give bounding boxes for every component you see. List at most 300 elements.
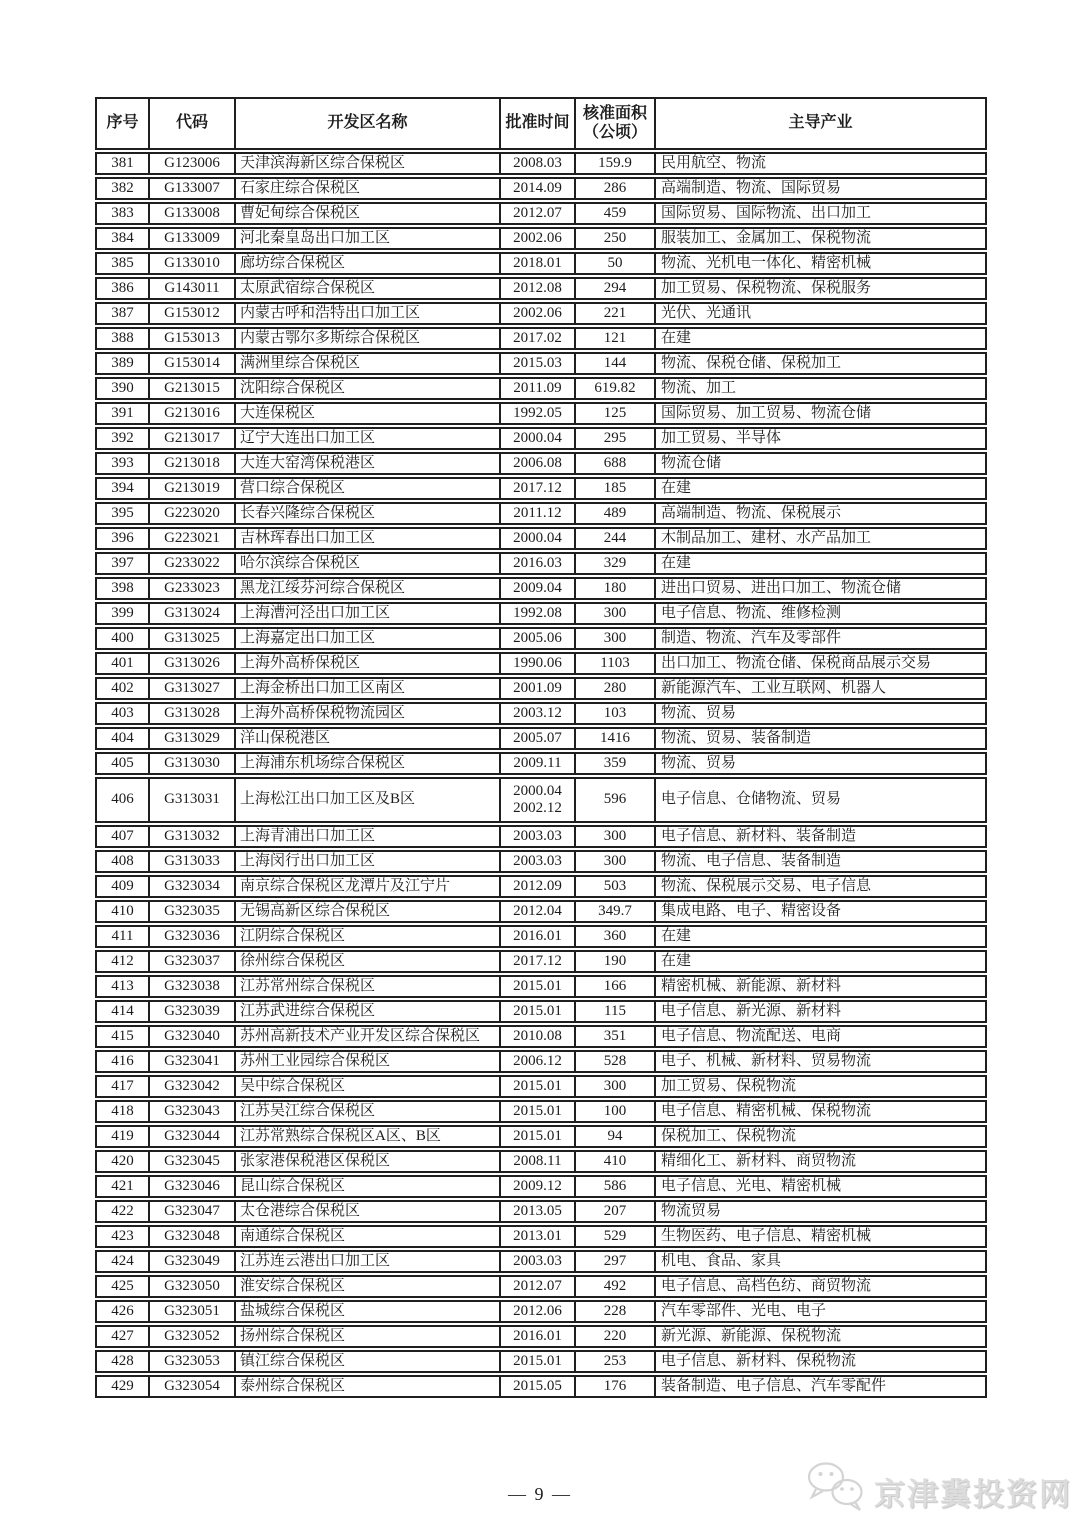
date-cell: 2002.06 xyxy=(499,229,574,248)
name-cell: 营口综合保税区 xyxy=(234,479,499,498)
table-row xyxy=(95,1025,987,1048)
table-row xyxy=(95,252,987,275)
industry-cell: 物流、加工 xyxy=(654,379,985,398)
code-cell: G313029 xyxy=(148,729,234,748)
area-cell: 185 xyxy=(574,479,654,498)
area-cell: 295 xyxy=(574,429,654,448)
area-cell: 280 xyxy=(574,679,654,698)
name-cell: 洋山保税港区 xyxy=(234,729,499,748)
date-cell: 2006.12 xyxy=(499,1052,574,1071)
date-cell: 2008.11 xyxy=(499,1152,574,1171)
seq-cell: 382 xyxy=(111,179,134,196)
area-cell: 300 xyxy=(574,629,654,648)
code-cell: G133007 xyxy=(148,179,234,198)
code-cell: G323049 xyxy=(148,1252,234,1271)
code-cell: G223020 xyxy=(148,504,234,523)
industry-cell: 在建 xyxy=(654,927,985,946)
seq-cell: 404 xyxy=(111,729,134,746)
code-cell: G213016 xyxy=(148,404,234,423)
seq-cell: 416 xyxy=(111,1052,134,1069)
date-cell: 2011.09 xyxy=(499,379,574,398)
industry-cell: 物流、贸易 xyxy=(654,704,985,723)
seq-cell: 392 xyxy=(111,429,134,446)
table-row xyxy=(95,777,987,823)
name-cell: 长春兴隆综合保税区 xyxy=(234,504,499,523)
industry-cell: 加工贸易、半导体 xyxy=(654,429,985,448)
date-cell: 2000.04 xyxy=(499,429,574,448)
date-cell: 2009.12 xyxy=(499,1177,574,1196)
date-cell: 2016.01 xyxy=(499,1327,574,1346)
name-cell: 江苏连云港出口加工区 xyxy=(234,1252,499,1271)
date-cell: 2015.05 xyxy=(499,1377,574,1396)
industry-cell: 物流仓储 xyxy=(654,454,985,473)
name-cell: 曹妃甸综合保税区 xyxy=(234,204,499,223)
seq-cell: 403 xyxy=(111,704,134,721)
code-cell: G233023 xyxy=(148,579,234,598)
table-row xyxy=(95,652,987,675)
table-row xyxy=(95,302,987,325)
code-cell: G133010 xyxy=(148,254,234,273)
seq-cell: 401 xyxy=(111,654,134,671)
table-row xyxy=(95,1350,987,1373)
code-cell: G323045 xyxy=(148,1152,234,1171)
industry-cell: 在建 xyxy=(654,479,985,498)
table-row xyxy=(95,1375,987,1398)
industry-cell: 高端制造、物流、国际贸易 xyxy=(654,179,985,198)
table-row xyxy=(95,1200,987,1223)
date-cell: 2015.03 xyxy=(499,354,574,373)
date-cell: 2015.01 xyxy=(499,1127,574,1146)
seq-cell: 427 xyxy=(111,1327,134,1344)
industry-cell: 在建 xyxy=(654,554,985,573)
area-cell: 300 xyxy=(574,604,654,623)
date-cell: 2012.06 xyxy=(499,1302,574,1321)
code-cell: G323054 xyxy=(148,1377,234,1396)
date-cell: 2009.04 xyxy=(499,579,574,598)
code-cell: G153013 xyxy=(148,329,234,348)
industry-cell: 物流贸易 xyxy=(654,1202,985,1221)
date-cell: 1990.06 xyxy=(499,654,574,673)
table-row xyxy=(95,227,987,250)
area-cell: 103 xyxy=(574,704,654,723)
name-cell: 天津滨海新区综合保税区 xyxy=(234,154,499,173)
area-cell: 244 xyxy=(574,529,654,548)
seq-cell: 425 xyxy=(111,1277,134,1294)
industry-cell: 电子信息、新光源、新材料 xyxy=(654,1002,985,1021)
industry-cell: 汽车零部件、光电、电子 xyxy=(654,1302,985,1321)
code-cell: G313026 xyxy=(148,654,234,673)
date-cell: 2003.03 xyxy=(499,852,574,871)
date-cell: 2016.01 xyxy=(499,927,574,946)
name-cell: 苏州高新技术产业开发区综合保税区 xyxy=(234,1027,499,1046)
area-cell: 586 xyxy=(574,1177,654,1196)
seq-cell: 398 xyxy=(111,579,134,596)
seq-cell: 421 xyxy=(111,1177,134,1194)
table-row xyxy=(95,627,987,650)
name-cell: 吉林珲春出口加工区 xyxy=(234,529,499,548)
date-cell: 2009.11 xyxy=(499,754,574,773)
seq-cell: 384 xyxy=(111,229,134,246)
date-cell: 2012.07 xyxy=(499,204,574,223)
name-cell: 江苏武进综合保税区 xyxy=(234,1002,499,1021)
date-cell: 2014.09 xyxy=(499,179,574,198)
date-cell: 2005.07 xyxy=(499,729,574,748)
date-cell: 2017.02 xyxy=(499,329,574,348)
name-cell: 满洲里综合保税区 xyxy=(234,354,499,373)
table-row xyxy=(95,677,987,700)
name-cell: 上海松江出口加工区及B区 xyxy=(234,779,499,821)
industry-cell: 在建 xyxy=(654,952,985,971)
code-cell: G323046 xyxy=(148,1177,234,1196)
industry-cell: 国际贸易、国际物流、出口加工 xyxy=(654,204,985,223)
table-row xyxy=(95,925,987,948)
seq-cell: 390 xyxy=(111,379,134,396)
name-cell: 苏州工业园综合保税区 xyxy=(234,1052,499,1071)
seq-cell: 406 xyxy=(111,791,134,808)
date-cell: 2006.08 xyxy=(499,454,574,473)
area-cell: 121 xyxy=(574,329,654,348)
table-row xyxy=(95,152,987,175)
seq-cell: 394 xyxy=(111,479,134,496)
industry-cell: 物流、保税仓储、保税加工 xyxy=(654,354,985,373)
industry-cell: 木制品加工、建材、水产品加工 xyxy=(654,529,985,548)
seq-cell: 417 xyxy=(111,1077,134,1094)
code-cell: G313025 xyxy=(148,629,234,648)
industry-cell: 物流、电子信息、装备制造 xyxy=(654,852,985,871)
table-row xyxy=(95,950,987,973)
date-cell: 2002.06 xyxy=(499,304,574,323)
table-row xyxy=(95,850,987,873)
area-cell: 492 xyxy=(574,1277,654,1296)
industry-cell: 物流、贸易、装备制造 xyxy=(654,729,985,748)
area-cell: 144 xyxy=(574,354,654,373)
code-cell: G213015 xyxy=(148,379,234,398)
name-cell: 黑龙江绥芬河综合保税区 xyxy=(234,579,499,598)
seq-cell: 411 xyxy=(111,927,134,944)
seq-cell: 408 xyxy=(111,852,134,869)
name-cell: 上海漕河泾出口加工区 xyxy=(234,604,499,623)
name-cell: 廊坊综合保税区 xyxy=(234,254,499,273)
code-cell: G313024 xyxy=(148,604,234,623)
date-cell: 2015.01 xyxy=(499,1002,574,1021)
seq-cell: 413 xyxy=(111,977,134,994)
date-cell: 1992.05 xyxy=(499,404,574,423)
development-zones-table xyxy=(95,97,987,1398)
seq-cell: 423 xyxy=(111,1227,134,1244)
table-row xyxy=(95,552,987,575)
area-cell: 94 xyxy=(574,1127,654,1146)
industry-cell: 物流、贸易 xyxy=(654,754,985,773)
code-cell: G323044 xyxy=(148,1127,234,1146)
table-row xyxy=(95,1000,987,1023)
code-cell: G323041 xyxy=(148,1052,234,1071)
seq-cell: 396 xyxy=(111,529,134,546)
table-row xyxy=(95,1250,987,1273)
header-area-line1: 核准面积 xyxy=(582,105,647,123)
industry-cell: 精细化工、新材料、商贸物流 xyxy=(654,1152,985,1171)
watermark-label: 京津冀投资网 xyxy=(874,1476,1072,1512)
name-cell: 大连保税区 xyxy=(234,404,499,423)
area-cell: 1103 xyxy=(574,654,654,673)
industry-cell: 加工贸易、保税物流、保税服务 xyxy=(654,279,985,298)
seq-cell: 400 xyxy=(111,629,134,646)
area-cell: 359 xyxy=(574,754,654,773)
seq-cell: 426 xyxy=(111,1302,134,1319)
wechat-bubbles-icon xyxy=(804,1461,868,1521)
area-cell: 286 xyxy=(574,179,654,198)
area-cell: 688 xyxy=(574,454,654,473)
area-cell: 253 xyxy=(574,1352,654,1371)
area-cell: 115 xyxy=(574,1002,654,1021)
industry-cell: 集成电路、电子、精密设备 xyxy=(654,902,985,921)
code-cell: G323035 xyxy=(148,902,234,921)
industry-cell: 精密机械、新能源、新材料 xyxy=(654,977,985,996)
industry-cell: 物流、光机电一体化、精密机械 xyxy=(654,254,985,273)
date-cell: 2001.09 xyxy=(499,679,574,698)
industry-cell: 电子信息、新材料、装备制造 xyxy=(654,827,985,846)
area-cell: 250 xyxy=(574,229,654,248)
code-cell: G323052 xyxy=(148,1327,234,1346)
table-row xyxy=(95,1125,987,1148)
area-cell: 619.82 xyxy=(574,379,654,398)
code-cell: G313028 xyxy=(148,704,234,723)
date-cell: 2000.04 xyxy=(499,529,574,548)
industry-cell: 电子信息、仓储物流、贸易 xyxy=(654,779,985,821)
code-cell: G313031 xyxy=(148,779,234,821)
date-cell: 2003.03 xyxy=(499,1252,574,1271)
name-cell: 内蒙古鄂尔多斯综合保税区 xyxy=(234,329,499,348)
seq-cell: 402 xyxy=(111,679,134,696)
code-cell: G313033 xyxy=(148,852,234,871)
seq-cell: 407 xyxy=(111,827,134,844)
code-cell: G233022 xyxy=(148,554,234,573)
date-cell: 2017.12 xyxy=(499,952,574,971)
area-cell: 529 xyxy=(574,1227,654,1246)
area-cell: 166 xyxy=(574,977,654,996)
table-row xyxy=(95,975,987,998)
date-cell: 2017.12 xyxy=(499,479,574,498)
code-cell: G323038 xyxy=(148,977,234,996)
date-cell: 2010.08 xyxy=(499,1027,574,1046)
date-cell: 2013.05 xyxy=(499,1202,574,1221)
area-cell: 50 xyxy=(574,254,654,273)
area-cell: 190 xyxy=(574,952,654,971)
date-cell: 2000.04 2002.12 xyxy=(499,779,574,821)
header-code: 代码 xyxy=(148,99,234,148)
name-cell: 昆山综合保税区 xyxy=(234,1177,499,1196)
name-cell: 上海浦东机场综合保税区 xyxy=(234,754,499,773)
seq-cell: 424 xyxy=(111,1252,134,1269)
area-cell: 1416 xyxy=(574,729,654,748)
table-row xyxy=(95,352,987,375)
seq-cell: 399 xyxy=(111,604,134,621)
watermark xyxy=(804,1461,1072,1521)
date-cell: 2005.06 xyxy=(499,629,574,648)
area-cell: 349.7 xyxy=(574,902,654,921)
page-number: — 9 — xyxy=(508,1484,572,1504)
date-cell: 2011.12 xyxy=(499,504,574,523)
date-cell: 2003.12 xyxy=(499,704,574,723)
industry-cell: 国际贸易、加工贸易、物流仓储 xyxy=(654,404,985,423)
area-cell: 294 xyxy=(574,279,654,298)
name-cell: 上海青浦出口加工区 xyxy=(234,827,499,846)
table-row xyxy=(95,1275,987,1298)
name-cell: 张家港保税港区保税区 xyxy=(234,1152,499,1171)
seq-cell: 387 xyxy=(111,304,134,321)
area-cell: 410 xyxy=(574,1152,654,1171)
table-row xyxy=(95,477,987,500)
code-cell: G323042 xyxy=(148,1077,234,1096)
seq-cell: 415 xyxy=(111,1027,134,1044)
industry-cell: 电子信息、物流配送、电商 xyxy=(654,1027,985,1046)
industry-cell: 保税加工、保税物流 xyxy=(654,1127,985,1146)
area-cell: 360 xyxy=(574,927,654,946)
name-cell: 盐城综合保税区 xyxy=(234,1302,499,1321)
seq-cell: 389 xyxy=(111,354,134,371)
date-cell: 2013.01 xyxy=(499,1227,574,1246)
seq-cell: 383 xyxy=(111,204,134,221)
table-row xyxy=(95,1300,987,1323)
industry-cell: 进出口贸易、进出口加工、物流仓储 xyxy=(654,579,985,598)
code-cell: G323040 xyxy=(148,1027,234,1046)
name-cell: 上海闵行出口加工区 xyxy=(234,852,499,871)
table-row xyxy=(95,875,987,898)
seq-cell: 418 xyxy=(111,1102,134,1119)
code-cell: G323039 xyxy=(148,1002,234,1021)
industry-cell: 电子、机械、新材料、贸易物流 xyxy=(654,1052,985,1071)
header-industry: 主导产业 xyxy=(654,99,985,148)
table-row xyxy=(95,825,987,848)
header-area-line2: （公顷） xyxy=(582,123,647,141)
table-row xyxy=(95,277,987,300)
name-cell: 上海外高桥保税物流园区 xyxy=(234,704,499,723)
table-row xyxy=(95,177,987,200)
code-cell: G213017 xyxy=(148,429,234,448)
table-row xyxy=(95,1075,987,1098)
code-cell: G223021 xyxy=(148,529,234,548)
seq-cell: 388 xyxy=(111,329,134,346)
code-cell: G143011 xyxy=(148,279,234,298)
table-row xyxy=(95,502,987,525)
name-cell: 徐州综合保税区 xyxy=(234,952,499,971)
seq-cell: 385 xyxy=(111,254,134,271)
code-cell: G323050 xyxy=(148,1277,234,1296)
date-cell: 2012.08 xyxy=(499,279,574,298)
table-row xyxy=(95,1150,987,1173)
code-cell: G213018 xyxy=(148,454,234,473)
name-cell: 淮安综合保税区 xyxy=(234,1277,499,1296)
name-cell: 辽宁大连出口加工区 xyxy=(234,429,499,448)
industry-cell: 制造、物流、汽车及零部件 xyxy=(654,629,985,648)
table-row xyxy=(95,1175,987,1198)
date-cell: 2015.01 xyxy=(499,1077,574,1096)
date-cell: 2012.09 xyxy=(499,877,574,896)
name-cell: 哈尔滨综合保税区 xyxy=(234,554,499,573)
code-cell: G123006 xyxy=(148,154,234,173)
name-cell: 太仓港综合保税区 xyxy=(234,1202,499,1221)
seq-cell: 412 xyxy=(111,952,134,969)
code-cell: G323036 xyxy=(148,927,234,946)
area-cell: 159.9 xyxy=(574,154,654,173)
name-cell: 扬州综合保税区 xyxy=(234,1327,499,1346)
code-cell: G313027 xyxy=(148,679,234,698)
area-cell: 459 xyxy=(574,204,654,223)
seq-cell: 419 xyxy=(111,1127,134,1144)
name-cell: 江阴综合保税区 xyxy=(234,927,499,946)
name-cell: 泰州综合保税区 xyxy=(234,1377,499,1396)
table-row xyxy=(95,1100,987,1123)
seq-cell: 386 xyxy=(111,279,134,296)
area-cell: 125 xyxy=(574,404,654,423)
seq-cell: 381 xyxy=(111,154,134,171)
area-cell: 220 xyxy=(574,1327,654,1346)
industry-cell: 新能源汽车、工业互联网、机器人 xyxy=(654,679,985,698)
seq-cell: 428 xyxy=(111,1352,134,1369)
table-row xyxy=(95,202,987,225)
area-cell: 207 xyxy=(574,1202,654,1221)
name-cell: 上海外高桥保税区 xyxy=(234,654,499,673)
name-cell: 石家庄综合保税区 xyxy=(234,179,499,198)
industry-cell: 生物医药、电子信息、精密机械 xyxy=(654,1227,985,1246)
industry-cell: 加工贸易、保税物流 xyxy=(654,1077,985,1096)
code-cell: G323043 xyxy=(148,1102,234,1121)
area-cell: 100 xyxy=(574,1102,654,1121)
date-cell: 2012.04 xyxy=(499,902,574,921)
table-row xyxy=(95,452,987,475)
code-cell: G323047 xyxy=(148,1202,234,1221)
name-cell: 内蒙古呼和浩特出口加工区 xyxy=(234,304,499,323)
table-body xyxy=(95,152,987,1398)
seq-cell: 414 xyxy=(111,1002,134,1019)
area-cell: 221 xyxy=(574,304,654,323)
area-cell: 528 xyxy=(574,1052,654,1071)
date-cell: 2003.03 xyxy=(499,827,574,846)
industry-cell: 出口加工、物流仓储、保税商品展示交易 xyxy=(654,654,985,673)
code-cell: G213019 xyxy=(148,479,234,498)
industry-cell: 服装加工、金属加工、保税物流 xyxy=(654,229,985,248)
code-cell: G313030 xyxy=(148,754,234,773)
table-row xyxy=(95,327,987,350)
name-cell: 吴中综合保税区 xyxy=(234,1077,499,1096)
name-cell: 江苏吴江综合保税区 xyxy=(234,1102,499,1121)
name-cell: 南通综合保税区 xyxy=(234,1227,499,1246)
table-row xyxy=(95,1225,987,1248)
name-cell: 江苏常州综合保税区 xyxy=(234,977,499,996)
seq-cell: 397 xyxy=(111,554,134,571)
table-row xyxy=(95,1050,987,1073)
table-row xyxy=(95,727,987,750)
code-cell: G323034 xyxy=(148,877,234,896)
table-row xyxy=(95,900,987,923)
table-row xyxy=(95,577,987,600)
code-cell: G323051 xyxy=(148,1302,234,1321)
header-seq: 序号 xyxy=(106,114,139,132)
date-cell: 2016.03 xyxy=(499,554,574,573)
code-cell: G153012 xyxy=(148,304,234,323)
industry-cell: 新光源、新能源、保税物流 xyxy=(654,1327,985,1346)
name-cell: 沈阳综合保税区 xyxy=(234,379,499,398)
area-cell: 596 xyxy=(574,779,654,821)
area-cell: 503 xyxy=(574,877,654,896)
industry-cell: 高端制造、物流、保税展示 xyxy=(654,504,985,523)
area-cell: 300 xyxy=(574,852,654,871)
seq-cell: 410 xyxy=(111,902,134,919)
seq-cell: 420 xyxy=(111,1152,134,1169)
table-row xyxy=(95,402,987,425)
seq-cell: 405 xyxy=(111,754,134,771)
name-cell: 无锡高新区综合保税区 xyxy=(234,902,499,921)
header-date: 批准时间 xyxy=(499,99,574,148)
